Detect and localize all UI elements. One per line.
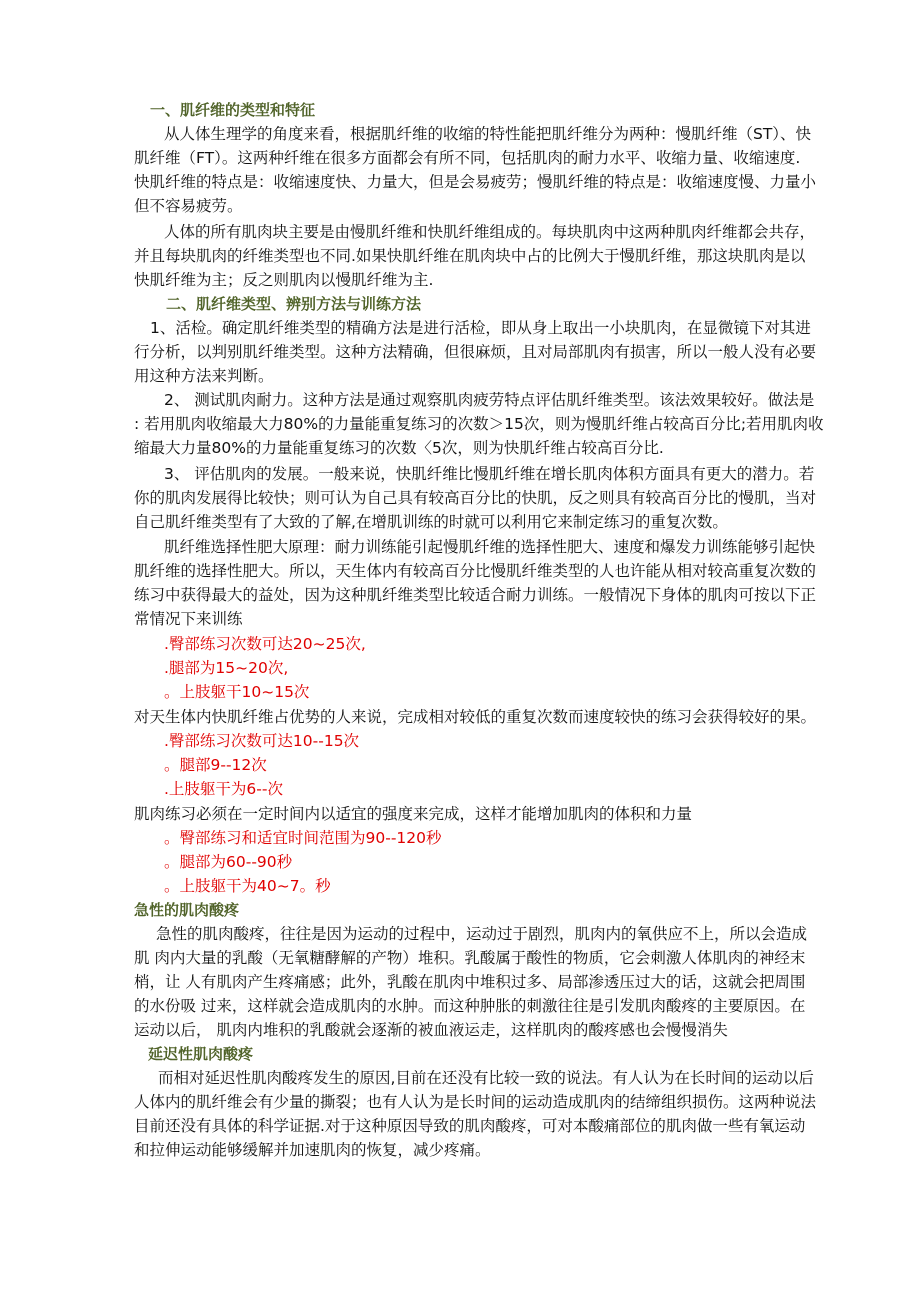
paragraph-line: 从人体生理学的角度来看，根据肌纤维的收缩的特性能把肌纤维分为两种：慢肌纤维（ST）、快 (164, 125, 812, 143)
list-item-red: 。上肢躯干10~15次 (164, 683, 310, 701)
paragraph-line: 的水份吸 过来，这样就会造成肌肉的水肿。而这种肿胀的刺激往往是引发肌肉酸疼的主要原因。在 (134, 997, 806, 1015)
paragraph-line: 人体的所有肌肉块主要是由慢肌纤维和快肌纤维组成的。每块肌肉中这两种肌肉纤维都会共存， (164, 223, 816, 241)
section-heading-methods: 二、肌纤维类型、辨别方法与训练方法 (166, 295, 422, 313)
method-line: 用这种方法来判断。 (134, 367, 274, 385)
paragraph-line: 目前还没有具体的科学证据.对于这种原因导致的肌肉酸疼，可对本酸痛部位的肌肉做一些有氧运动 (134, 1117, 806, 1135)
list-item-red: .腿部为15~20次, (164, 659, 289, 677)
paragraph-line: 并且每块肌肉的纤维类型也不同.如果快肌纤维在肌肉块中占的比例大于慢肌纤维，那这块肌肉是以 (134, 247, 806, 265)
list-item-red: .臀部练习次数可达10--15次 (164, 732, 360, 750)
list-item-red: .臀部练习次数可达20~25次, (164, 635, 366, 653)
paragraph-line: 梢，让 人有肌肉产生疼痛感；此外，乳酸在肌肉中堆积过多、局部渗透压过大的话，这就会把周围 (134, 973, 806, 991)
method-line: : 若用肌肉收缩最大力80%的力量能重复练习的次数＞15次，则为慢肌纤维占较高百分比;若用肌肉收 (134, 415, 824, 433)
list-item-red: 。臀部练习和适宜时间范围为90--120秒 (164, 829, 442, 847)
paragraph-line: 而相对延迟性肌肉酸疼发生的原因,目前在还没有比较一致的说法。有人认为在长时间的运动以后 (158, 1069, 814, 1087)
paragraph-line: 肌肉练习必须在一定时间内以适宜的强度来完成，这样才能增加肌肉的体积和力量 (134, 805, 693, 823)
list-item-red: 。腿部为60--90秒 (164, 853, 293, 871)
method-line: 1、活检。确定肌纤维类型的精确方法是进行活检，即从身上取出一小块肌肉，在显微镜下对其进 (150, 319, 811, 337)
paragraph-line: 运动以后， 肌肉内堆积的乳酸就会逐渐的被血液运走，这样肌肉的酸疼感也会慢慢消失 (134, 1021, 728, 1039)
principle-line: 练习中获得最大的益处，因为这种肌纤维类型比较适合耐力训练。一般情况下身体的肌肉可按以下正 (134, 586, 817, 604)
paragraph-line: 肌 肉内大量的乳酸（无氧糖酵解的产物）堆积。乳酸属于酸性的物质，它会刺激人体肌肉的神经末 (134, 949, 806, 967)
list-item-red: 。上肢躯干为40~7。秒 (164, 877, 331, 895)
method-line: 缩最大力量80%的力量能重复练习的次数〈5次，则为快肌纤维占较高百分比. (134, 439, 664, 457)
method-line: 2、 测试肌肉耐力。这种方法是通过观察肌肉疲劳特点评估肌纤维类型。该法效果较好。做法是 (164, 391, 815, 409)
paragraph-line: 快肌纤维的特点是：收缩速度快、力量大，但是会易疲劳；慢肌纤维的特点是：收缩速度慢、力量小 (134, 173, 817, 191)
list-item-red: 。腿部9--12次 (164, 756, 267, 774)
method-line: 行分析，以判别肌纤维类型。这种方法精确，但很麻烦，且对局部肌肉有损害，所以一般人没有必要 (134, 343, 817, 361)
method-line: 3、 评估肌肉的发展。一般来说，快肌纤维比慢肌纤维在增长肌肉体积方面具有更大的潜力。若 (164, 465, 815, 483)
section-heading-delayed-soreness: 延迟性肌肉酸疼 (148, 1045, 254, 1063)
section-heading-acute-soreness: 急性的肌肉酸疼 (134, 901, 240, 919)
paragraph-line: 和拉伸运动能够缓解并加速肌肉的恢复，减少疼痛。 (134, 1141, 491, 1159)
method-line: 自己肌纤维类型有了大致的了解,在增肌训练的时就可以利用它来制定练习的重复次数。 (134, 513, 728, 531)
principle-line: 肌纤维的选择性肥大。所以，天生体内有较高百分比慢肌纤维类型的人也许能从相对较高重复次数的 (134, 562, 817, 580)
paragraph-line: 但不容易疲劳。 (134, 197, 243, 215)
paragraph-line: 对天生体内快肌纤维占优势的人来说，完成相对较低的重复次数而速度较快的练习会获得较好的果。 (134, 708, 817, 726)
method-line: 你的肌肉发展得比较快；则可认为自己具有较高百分比的快肌，反之则具有较高百分比的慢肌，当对 (134, 489, 817, 507)
paragraph-line: 急性的肌肉酸疼，往往是因为运动的过程中，运动过于剧烈，肌肉内的氧供应不上，所以会造成 (156, 925, 808, 943)
list-item-red: .上肢躯干为6--次 (164, 780, 283, 798)
principle-line: 肌纤维选择性肥大原理：耐力训练能引起慢肌纤维的选择性肥大、速度和爆发力训练能够引起快 (164, 538, 816, 556)
principle-line: 常情况下来训练 (134, 610, 243, 628)
paragraph-line: 人体内的肌纤维会有少量的撕裂；也有人认为是长时间的运动造成肌肉的结缔组织损伤。这两种说法 (134, 1093, 817, 1111)
section-heading-fiber-types: 一、肌纤维的类型和特征 (150, 101, 316, 119)
paragraph-line: 肌纤维（FT）。这两种纤维在很多方面都会有所不同，包括肌肉的耐力水平、收缩力量、收缩速度. (134, 149, 801, 167)
paragraph-line: 快肌纤维为主；反之则肌肉以慢肌纤维为主. (134, 271, 434, 289)
